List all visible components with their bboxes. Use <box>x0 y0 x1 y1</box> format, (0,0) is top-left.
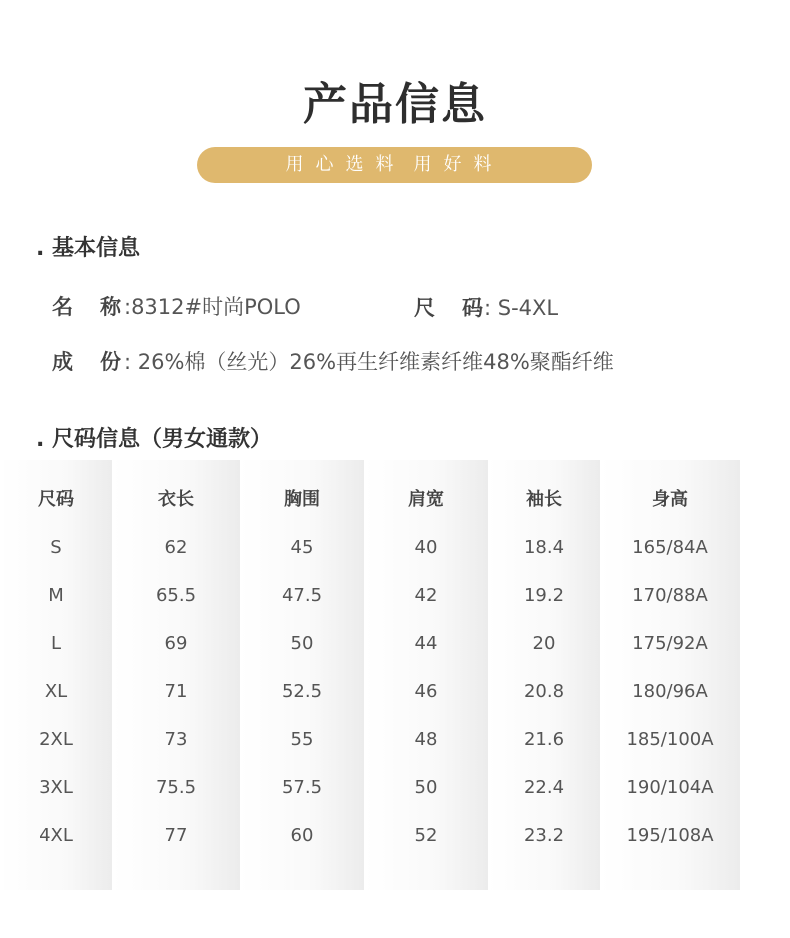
size-table-cell: 18.4 <box>523 537 565 558</box>
size-table-cell: 47.5 <box>281 585 323 606</box>
size-table-cell: 19.2 <box>523 585 565 606</box>
size-table-cell: 60 <box>290 825 314 846</box>
size-table-column <box>0 460 112 890</box>
size-table-column <box>112 460 240 890</box>
size-table-cell: 50 <box>290 633 314 654</box>
size-table-cell: XL <box>44 681 68 702</box>
size-table-cell: 48 <box>414 729 438 750</box>
size-table-header: 胸围 <box>284 489 320 510</box>
size-table-cell: 52 <box>414 825 438 846</box>
name-value: :8312#时尚POLO <box>124 295 301 319</box>
size-table-cell: 165/84A <box>632 537 708 558</box>
size-table-column <box>364 460 488 890</box>
size-table-cell: 57.5 <box>281 777 323 798</box>
size-table-cell: 170/88A <box>632 585 708 606</box>
size-table <box>0 460 790 890</box>
size-table-cell: S <box>50 537 62 558</box>
size-table-cell: 69 <box>164 633 188 654</box>
size-table-cell: 73 <box>164 729 188 750</box>
size-table-cell: 71 <box>164 681 188 702</box>
size-table-cell: 195/108A <box>626 825 714 846</box>
size-table-header: 身高 <box>652 489 688 510</box>
size-table-header: 尺码 <box>38 489 74 510</box>
size-table-cell: 62 <box>164 537 188 558</box>
size-table-cell: 22.4 <box>523 777 565 798</box>
size-table-header: 肩宽 <box>408 489 444 510</box>
slogan-banner <box>197 147 592 183</box>
size-table-column <box>600 460 740 890</box>
size-table-cell: 50 <box>414 777 438 798</box>
size-table-cell: 77 <box>164 825 188 846</box>
name-label-char-1: 名 <box>52 295 73 319</box>
size-table-cell: 21.6 <box>523 729 565 750</box>
slogan-part-2: 用好料 <box>413 154 504 175</box>
size-label-char-2: 码 <box>462 296 483 320</box>
composition-label-char-1: 成 <box>52 350 73 374</box>
size-label-char-1: 尺 <box>414 296 435 320</box>
size-table-cell: L <box>50 633 62 654</box>
name-label-char-2: 称 <box>100 295 121 319</box>
size-table-cell: 190/104A <box>626 777 714 798</box>
size-table-cell: 75.5 <box>155 777 197 798</box>
size-table-column <box>240 460 364 890</box>
size-table-cell: 180/96A <box>632 681 708 702</box>
size-table-cell: 55 <box>290 729 314 750</box>
size-table-cell: 20.8 <box>523 681 565 702</box>
slogan-part-1: 用心选料 <box>285 154 406 175</box>
composition-value: : 26%棉（丝光）26%再生纤维素纤维48%聚酯纤维 <box>124 350 614 374</box>
size-table-cell: 175/92A <box>632 633 708 654</box>
size-table-cell: 52.5 <box>281 681 323 702</box>
size-table-cell: 45 <box>290 537 314 558</box>
size-table-column <box>488 460 600 890</box>
size-table-cell: 2XL <box>39 729 73 750</box>
size-table-cell: 23.2 <box>523 825 565 846</box>
page-title: 产品信息 <box>303 79 487 130</box>
size-label <box>414 293 483 323</box>
size-table-cell: 185/100A <box>626 729 714 750</box>
basic-info-title: . 基本信息 <box>36 236 141 261</box>
size-table-cell: 4XL <box>39 825 73 846</box>
size-table-cell: 44 <box>414 633 438 654</box>
composition-label-char-2: 份 <box>100 350 121 374</box>
size-table-cell: 40 <box>414 537 438 558</box>
composition-label <box>52 347 121 377</box>
size-table-cell: 3XL <box>39 777 73 798</box>
size-table-header: 衣长 <box>158 489 194 510</box>
size-info-title: . 尺码信息（男女通款） <box>36 427 273 452</box>
size-table-cell: M <box>48 585 64 606</box>
size-table-cell: 42 <box>414 585 438 606</box>
size-table-cell: 46 <box>414 681 438 702</box>
size-table-header: 袖长 <box>526 489 562 510</box>
size-table-cell: 20 <box>532 633 556 654</box>
size-value: : S-4XL <box>484 296 559 320</box>
name-label <box>52 292 121 322</box>
size-table-cell: 65.5 <box>155 585 197 606</box>
